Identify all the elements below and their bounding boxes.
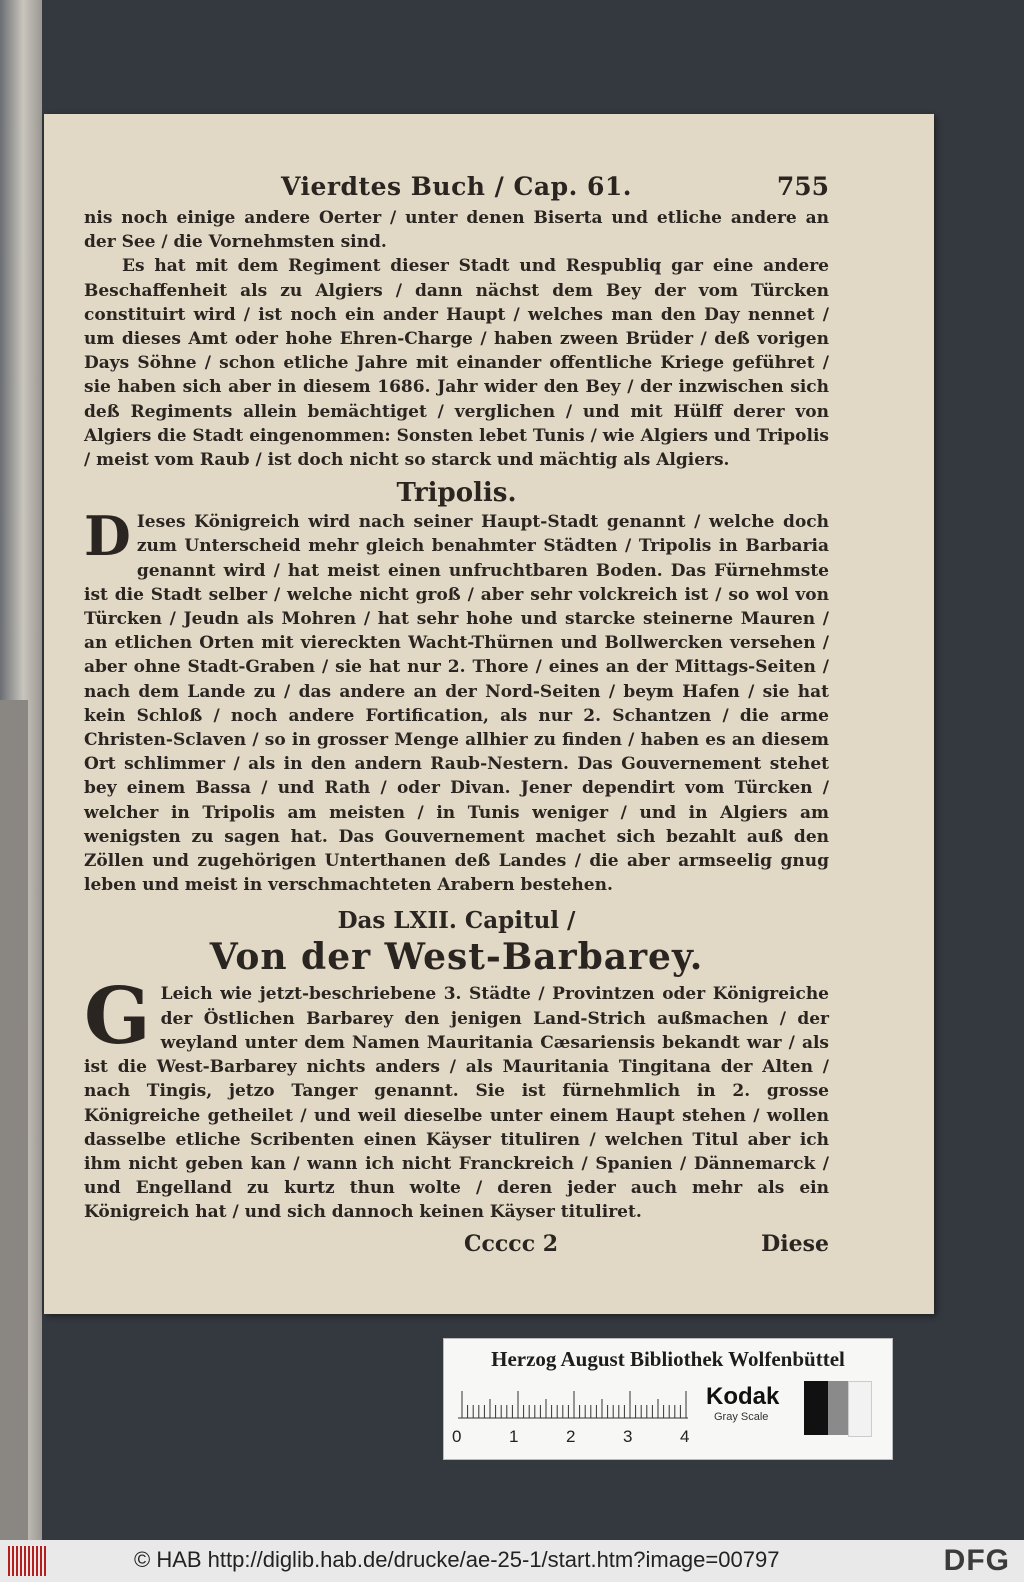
running-head: Vierdtes Buch / Cap. 61. (281, 172, 632, 201)
page-foot (84, 1231, 829, 1261)
paragraph-tripolis (84, 504, 829, 897)
page-text-block (84, 172, 829, 1261)
gray-swatch-white (848, 1381, 872, 1437)
book-page (44, 114, 934, 1314)
drop-cap-d: D (84, 504, 131, 569)
ruler-number: 4 (680, 1427, 690, 1446)
library-name: Herzog August Bibliothek Wolfenbüttel (491, 1347, 845, 1371)
left-page-edge-lower (0, 700, 28, 1540)
gray-swatch-mid (828, 1381, 848, 1435)
paragraph-tunis: Es hat mit dem Regiment dieser Stadt und Respubliq gar eine andere Beschaffenheit als zu Algiers / dann nächst dem Bey der vom Türcken constituirt wird / ist noch ein ander Haupt / welches man den Day nennet / um dieses Amt oder hohe Ehren-Charge / haben zween Brüder / deß vorigen Days Söhne / schon etliche Jahre mit einander offentliche Kriege geführet / sie haben sich aber in diesem 1686. Jahr wider den Bey / der inzwischen sich deß Regiments allein bemächtiget / verglichen / und mit Hülff derer von Algiers die Stadt eingenommen: Sonsten lebet Tunis / wie Algiers und Tripolis / meist vom Raub / ist doch nicht so starck und mächtig als Algiers. (84, 256, 829, 471)
copyright-link[interactable]: © HAB http://diglib.hab.de/drucke/ae-25-1/start.htm?image=00797 (134, 1547, 780, 1572)
ruler-number: 0 (452, 1427, 462, 1446)
paragraph-continuation: nis noch einige andere Oerter / unter denen Biserta und etliche andere an der See / die Vornehmsten sind. (84, 208, 829, 253)
color-reference-card (443, 1338, 893, 1460)
signature-mark: Ccccc 2 (464, 1230, 559, 1257)
ruler-number: 3 (623, 1427, 633, 1446)
barcode-icon (8, 1546, 48, 1576)
footer-bar (0, 1540, 1024, 1582)
west-barbarey-body: Leich wie jetzt-beschriebene 3. Städte / Provintzen oder Königreiche der Östlichen Barbarey den jenigen Land-Strich außmachen / der weyland unter dem Namen Mauritania Cæsariensis bekandt war / als ist die West-Barbarey nichts anders / als Mauritania Tingitana der Alten / nach Tingis, jetzo Tanger genannt. Sie ist fürnehmlich in 2. grosse Königreiche getheilet / und weil dieselbe unter einem Haupt stehen / wollen dasselbe etliche Scribenten einen Käyser tituliren / welchen Titul aber ich ihm nicht geben kan / wann ich nicht Franckreich / Spanien / Dännemarck / und Engelland zu kurtz thun wolte / deren jeder auch mehr als ein Königreich hat / und sich dannoch keinen Käyser tituliret. (84, 984, 829, 1223)
ruler-scale (458, 1389, 688, 1419)
dfg-logo: DFG (943, 1544, 1010, 1577)
page-header (84, 172, 829, 206)
kodak-logo: Kodak (706, 1383, 780, 1410)
page-number: 755 (776, 172, 829, 201)
ruler-number: 1 (509, 1427, 519, 1446)
section-heading-tripolis: Tripolis. (396, 478, 517, 509)
gray-swatch-black (804, 1381, 828, 1435)
chapter-label: Das LXII. Capitul / (337, 907, 576, 935)
ruler-numbers (452, 1427, 692, 1451)
gray-scale-label: Gray Scale (714, 1411, 769, 1423)
paragraph-west-barbarey (84, 971, 829, 1224)
catchword: Diese (761, 1230, 829, 1257)
ruler-number: 2 (566, 1427, 576, 1446)
tripolis-body: Ieses Königreich wird nach seiner Haupt-Stadt genannt / welche doch zum Unterscheid mehr gleich benahmter Städten / Tripolis in Barbaria genannt wird / hat meist einen unfruchtbaren Boden. Das Fürnehmste ist die Stadt selber / welche nicht groß / aber sehr volckreich ist / so wol von Türcken / Jeudn als Mohren / hat sehr hohe und starcke steinerne Mauren / an etlichen Orten mit viereckten Wacht-Thürnen und Bollwercken versehen / aber ohne Stadt-Graben / sie hat nur 2. Thore / eines an der Mittags-Seiten / nach dem Lande zu / das andere an der Nord-Seiten / beym Hafen / sie hat kein Schloß / noch andere Fortification, als nur 2. Schantzen / die arme Christen-Sclaven / so in grosser Menge allhier zu finden / haben es an diesem Ort schlimmer / als in den andern Raub-Nestern. Das Gouvernement stehet bey einem Bassa / und Rath / oder Divan. Jener dependirt vom Türcken / welcher in Tripolis am meisten / in Tunis weniger / und in Algiers am wenigsten zu sagen hat. Das Gouvernement machet sich bezahlt auß den Zöllen und zugehörigen Unterthanen deß Landes / die aber armseelig gnug leben und meist in verschmachteten Arabern bestehen. (84, 512, 829, 896)
chapter-title: Von der West-Barbarey. (209, 936, 704, 979)
drop-cap-g: G (84, 971, 151, 1063)
